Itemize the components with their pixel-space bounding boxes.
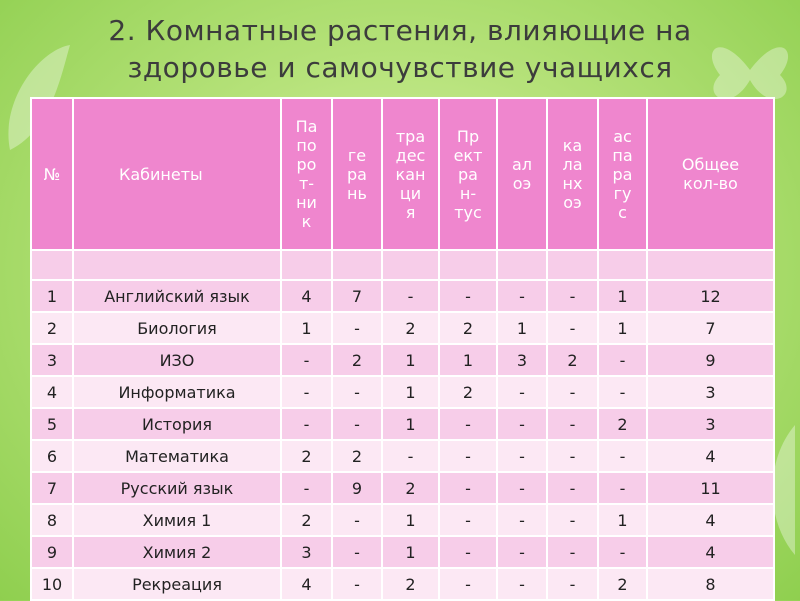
count-cell: -: [547, 472, 598, 504]
row-number-cell: 10: [31, 568, 73, 600]
count-cell: 2: [332, 344, 382, 376]
count-cell: 4: [647, 504, 774, 536]
count-cell: 7: [332, 280, 382, 312]
count-cell: -: [332, 568, 382, 600]
count-cell: 1: [497, 312, 547, 344]
count-cell: 1: [382, 504, 439, 536]
row-number-cell: 9: [31, 536, 73, 568]
count-cell: 1: [439, 344, 497, 376]
count-cell: 1: [598, 504, 647, 536]
count-cell: 3: [281, 536, 332, 568]
header-cabinets: Кабинеты: [73, 98, 281, 250]
count-cell: 2: [332, 440, 382, 472]
plants-table: [30, 97, 775, 601]
cabinet-name-cell: Рекреация: [73, 568, 281, 600]
count-cell: -: [547, 280, 598, 312]
slide-title: 2. Комнатные растения, влияющие на здоровье и самочувствие учащихся: [108, 14, 692, 84]
count-cell: 2: [281, 504, 332, 536]
count-cell: -: [281, 376, 332, 408]
count-cell: -: [598, 344, 647, 376]
count-cell: 3: [497, 344, 547, 376]
row-number-cell: 4: [31, 376, 73, 408]
count-cell: 8: [647, 568, 774, 600]
row-number-cell: 3: [31, 344, 73, 376]
count-cell: -: [439, 536, 497, 568]
count-cell: 4: [647, 536, 774, 568]
count-cell: 1: [382, 536, 439, 568]
count-cell: -: [598, 536, 647, 568]
count-cell: 1: [382, 408, 439, 440]
count-cell: 3: [647, 376, 774, 408]
table-row: [31, 344, 774, 376]
count-cell: 2: [382, 568, 439, 600]
count-cell: -: [281, 344, 332, 376]
count-cell: 12: [647, 280, 774, 312]
table-row: [31, 440, 774, 472]
count-cell: 1: [382, 376, 439, 408]
cabinet-name-cell: ИЗО: [73, 344, 281, 376]
table-row: [31, 472, 774, 504]
header-asparagus: ас па ра гу с: [598, 98, 647, 250]
count-cell: -: [497, 504, 547, 536]
cabinet-name-cell: Русский язык: [73, 472, 281, 504]
count-cell: -: [598, 376, 647, 408]
count-cell: -: [439, 280, 497, 312]
count-cell: 1: [598, 312, 647, 344]
cabinet-name-cell: История: [73, 408, 281, 440]
count-cell: -: [497, 408, 547, 440]
count-cell: -: [497, 472, 547, 504]
count-cell: 2: [547, 344, 598, 376]
table-header-row: [31, 98, 774, 250]
cabinet-name-cell: Биология: [73, 312, 281, 344]
count-cell: 1: [382, 344, 439, 376]
count-cell: 1: [598, 280, 647, 312]
count-cell: 2: [439, 376, 497, 408]
count-cell: 4: [281, 568, 332, 600]
count-cell: -: [382, 280, 439, 312]
count-cell: -: [497, 536, 547, 568]
count-cell: 4: [281, 280, 332, 312]
count-cell: -: [547, 376, 598, 408]
cabinet-name-cell: Химия 2: [73, 536, 281, 568]
count-cell: 9: [332, 472, 382, 504]
table-row: [31, 280, 774, 312]
table-row: [31, 568, 774, 600]
cabinet-name-cell: Английский язык: [73, 280, 281, 312]
count-cell: 2: [439, 312, 497, 344]
count-cell: -: [497, 280, 547, 312]
count-cell: 2: [281, 440, 332, 472]
header-aloe: ал оэ: [497, 98, 547, 250]
count-cell: -: [547, 504, 598, 536]
header-total: Общее кол-во: [647, 98, 774, 250]
row-number-cell: 7: [31, 472, 73, 504]
count-cell: 9: [647, 344, 774, 376]
table-empty-row: [31, 250, 774, 280]
count-cell: 2: [598, 568, 647, 600]
table-row: [31, 376, 774, 408]
table-row: [31, 408, 774, 440]
row-number-cell: 1: [31, 280, 73, 312]
row-number-cell: 6: [31, 440, 73, 472]
count-cell: -: [439, 408, 497, 440]
count-cell: -: [439, 440, 497, 472]
count-cell: -: [439, 504, 497, 536]
count-cell: -: [497, 440, 547, 472]
count-cell: 3: [647, 408, 774, 440]
count-cell: 2: [598, 408, 647, 440]
count-cell: -: [547, 440, 598, 472]
header-number: №: [31, 98, 73, 250]
row-number-cell: 2: [31, 312, 73, 344]
row-number-cell: 5: [31, 408, 73, 440]
count-cell: -: [497, 568, 547, 600]
count-cell: -: [598, 472, 647, 504]
row-number-cell: 8: [31, 504, 73, 536]
count-cell: -: [332, 504, 382, 536]
table-row: [31, 312, 774, 344]
header-plectranthus: Пр ект ра н- тус: [439, 98, 497, 250]
count-cell: 2: [382, 472, 439, 504]
count-cell: -: [332, 312, 382, 344]
table-row: [31, 504, 774, 536]
header-tradescantia: тра дес кан ци я: [382, 98, 439, 250]
count-cell: -: [439, 472, 497, 504]
count-cell: -: [332, 536, 382, 568]
count-cell: -: [281, 408, 332, 440]
count-cell: -: [547, 536, 598, 568]
count-cell: 7: [647, 312, 774, 344]
count-cell: -: [547, 568, 598, 600]
count-cell: 4: [647, 440, 774, 472]
count-cell: -: [497, 376, 547, 408]
cabinet-name-cell: Информатика: [73, 376, 281, 408]
count-cell: -: [547, 312, 598, 344]
count-cell: -: [332, 376, 382, 408]
count-cell: -: [598, 440, 647, 472]
count-cell: 2: [382, 312, 439, 344]
table-row: [31, 536, 774, 568]
count-cell: -: [382, 440, 439, 472]
count-cell: -: [281, 472, 332, 504]
header-geranium: ге ра нь: [332, 98, 382, 250]
count-cell: 11: [647, 472, 774, 504]
cabinet-name-cell: Математика: [73, 440, 281, 472]
count-cell: 1: [281, 312, 332, 344]
cabinet-name-cell: Химия 1: [73, 504, 281, 536]
header-kalanchoe: ка ла нх оэ: [547, 98, 598, 250]
count-cell: -: [547, 408, 598, 440]
count-cell: -: [332, 408, 382, 440]
header-fern: Па по ро т- ни к: [281, 98, 332, 250]
count-cell: -: [439, 568, 497, 600]
